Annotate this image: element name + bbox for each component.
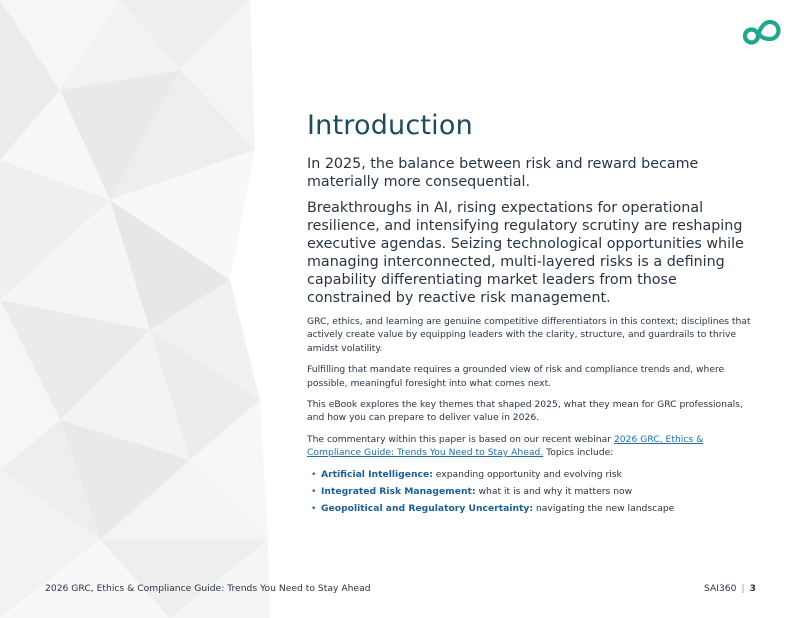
bullet-icon: • <box>311 502 317 514</box>
topic-description: expanding opportunity and evolving risk <box>432 468 622 480</box>
background-polygon-art <box>0 0 270 618</box>
footer-page-info <box>704 583 756 594</box>
body-paragraph: Fulfilling that mandate requires a grounded view of risk and compliance trends and, where possible, meaningful foresight into what comes next. <box>307 364 725 389</box>
topic-item <box>307 502 753 515</box>
body-paragraph: GRC, ethics, and learning are genuine competitive differentiators in this context; disciplines that actively create value by equipping leaders with the clarity, structure, and guardrails to thrive amidst volatility. <box>307 316 751 354</box>
lead-paragraph: In 2025, the balance between risk and reward became materially more consequential. <box>307 156 699 190</box>
bullet-icon: • <box>311 485 317 497</box>
topic-term: Integrated Risk Management: <box>321 485 476 497</box>
topic-term: Geopolitical and Regulatory Uncertainty: <box>321 502 534 514</box>
topics-list <box>307 468 753 515</box>
topic-description: what it is and why it matters now <box>475 485 633 497</box>
commentary-paragraph <box>307 433 753 460</box>
brand-logo <box>741 19 781 47</box>
footer-brand: SAI360 <box>703 583 737 594</box>
commentary-suffix: Topics include: <box>543 447 614 459</box>
topic-term: Artificial Intelligence: <box>321 468 433 480</box>
footer-document-title: 2026 GRC, Ethics & Compliance Guide: Trends You Need to Stay Ahead <box>45 583 371 594</box>
topic-description: navigating the new landscape <box>533 502 675 514</box>
webinar-link[interactable]: 2026 GRC, Ethics & Compliance Guide: Trends You Need to Stay Ahead. <box>307 433 704 459</box>
topic-item <box>307 485 753 498</box>
commentary-prefix: The commentary within this paper is based on our recent webinar <box>307 433 614 445</box>
bullet-icon: • <box>311 468 317 480</box>
page-number: 3 <box>749 583 756 594</box>
page-title: Introduction <box>307 110 473 141</box>
footer-separator: | <box>741 583 745 594</box>
lead-paragraph: Breakthroughs in AI, rising expectations for operational resilience, and intensifying regulatory scrutiny are reshaping executive agendas. Seizing technological opportunities while managing interconnected, multi-layered risks is a defining capability differentiating market leaders from those constrained by reactive risk management. <box>307 200 744 306</box>
main-content <box>307 110 753 519</box>
body-paragraph: This eBook explores the key themes that shaped 2025, what they mean for GRC professionals, and how you can prepare to deliver value in 2026. <box>307 399 743 424</box>
topic-item <box>307 468 753 481</box>
